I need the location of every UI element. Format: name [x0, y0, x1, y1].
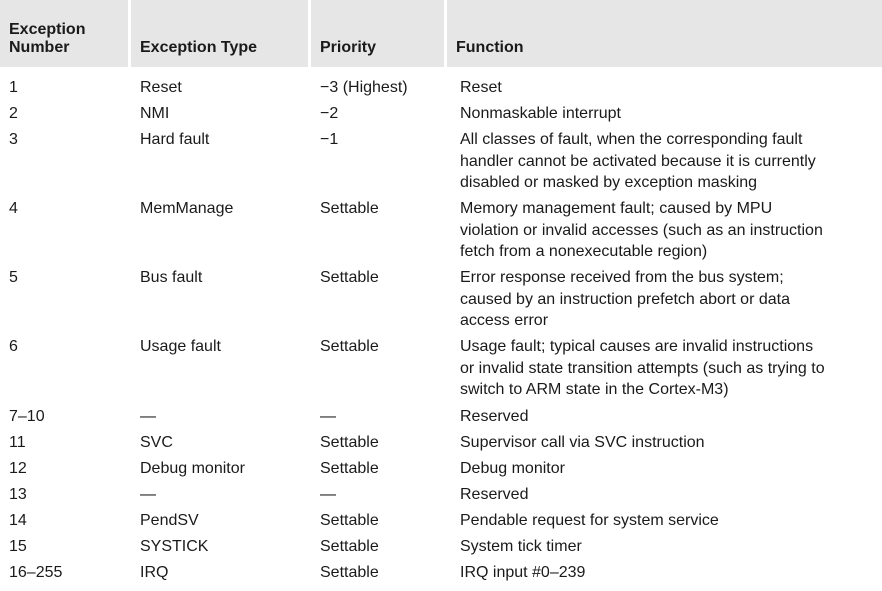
cell-function — [447, 103, 882, 125]
cell-exception-type: SVC — [140, 433, 173, 451]
header-exception-number — [0, 0, 131, 67]
function-text-line: Debug monitor — [460, 459, 565, 477]
cell-priority: Settable — [320, 269, 379, 287]
cell-exception-type: Debug monitor — [140, 459, 245, 477]
function-text-line: All classes of fault, when the corresponding fault — [460, 131, 803, 149]
cell-function — [447, 536, 882, 558]
cell-priority: Settable — [320, 538, 379, 556]
function-text-line: switch to ARM state in the Cortex-M3) — [460, 381, 729, 399]
cell-priority: −1 — [320, 131, 339, 149]
cell-exception-number: 13 — [9, 485, 27, 503]
cell-priority: Settable — [320, 338, 379, 356]
header-exception-number-line2: Number — [9, 39, 70, 56]
function-text-line: Nonmaskable interrupt — [460, 105, 621, 123]
table-row — [0, 536, 882, 558]
header-priority: Priority — [311, 0, 447, 67]
cell-function — [447, 336, 882, 401]
function-text-line: access error — [460, 312, 549, 330]
cell-function — [447, 562, 882, 584]
table-row — [0, 562, 882, 584]
cell-function — [447, 432, 882, 454]
cell-priority: −2 — [320, 105, 339, 123]
header-exception-number-line1: Exception — [9, 21, 86, 38]
cell-function — [447, 510, 882, 532]
cell-exception-type: Reset — [140, 79, 182, 96]
table-body — [0, 67, 882, 584]
cell-function — [447, 198, 882, 263]
function-text-line: Reset — [460, 79, 502, 96]
table-row — [0, 510, 882, 532]
function-text-line: disabled or masked by exception masking — [460, 174, 758, 192]
cell-exception-type: MemManage — [140, 200, 234, 218]
cell-priority: Settable — [320, 433, 379, 451]
header-function: Function — [456, 39, 524, 56]
function-text-line: Reserved — [460, 407, 529, 425]
cell-exception-number: 6 — [9, 338, 18, 356]
cell-exception-type: SYSTICK — [140, 538, 209, 556]
cell-exception-type: Hard fault — [140, 131, 210, 149]
cell-priority: Settable — [320, 511, 379, 529]
cell-priority: Settable — [320, 200, 379, 218]
cell-exception-number: 7–10 — [9, 407, 45, 425]
table-row — [0, 77, 882, 99]
cell-priority: −3 (Highest) — [320, 79, 408, 96]
cell-exception-number: 2 — [9, 105, 18, 123]
cell-exception-number: 16–255 — [9, 564, 63, 582]
cell-exception-number: 5 — [9, 269, 18, 287]
cell-exception-type: IRQ — [140, 564, 169, 582]
cell-exception-type: NMI — [140, 105, 170, 123]
cell-exception-type: PendSV — [140, 511, 199, 529]
cell-exception-number: 1 — [9, 79, 18, 96]
function-text-line: Error response received from the bus system; — [460, 269, 784, 287]
table-header — [0, 0, 882, 67]
cell-function — [447, 77, 882, 99]
function-text-line: fetch from a nonexecutable region) — [460, 243, 708, 261]
cell-exception-number: 4 — [9, 200, 18, 218]
cell-exception-type: — — [140, 485, 156, 503]
cell-exception-number: 14 — [9, 511, 27, 529]
function-text-line: handler cannot be activated because it is currently — [460, 152, 816, 170]
table-row — [0, 406, 882, 428]
cell-priority: — — [320, 407, 336, 425]
function-text-line: Reserved — [460, 485, 529, 503]
table-row — [0, 336, 882, 401]
cell-exception-number: 11 — [9, 433, 26, 451]
function-text-line: Supervisor call via SVC instruction — [460, 433, 705, 451]
function-text-line: Pendable request for system service — [460, 511, 719, 529]
table-row — [0, 103, 882, 125]
cell-exception-type: Usage fault — [140, 338, 221, 356]
table-row — [0, 432, 882, 454]
header-exception-type: Exception Type — [131, 0, 311, 67]
cell-function — [447, 129, 882, 194]
function-text-line: System tick timer — [460, 538, 582, 556]
cell-exception-type: — — [140, 407, 156, 425]
table-row — [0, 267, 882, 332]
table-row — [0, 129, 882, 194]
cell-function — [447, 484, 882, 506]
cell-exception-number: 3 — [9, 131, 18, 149]
cell-function — [447, 406, 882, 428]
cell-priority: — — [320, 485, 336, 503]
cell-priority: Settable — [320, 459, 379, 477]
cell-priority: Settable — [320, 564, 379, 582]
cell-exception-number: 12 — [9, 459, 27, 477]
function-text-line: violation or invalid accesses (such as an instruction — [460, 221, 823, 239]
table-row — [0, 458, 882, 480]
function-text-line: caused by an instruction prefetch abort or data — [460, 290, 790, 308]
function-text-line: or invalid state transition attempts (such as trying to — [460, 359, 825, 377]
cell-function — [447, 267, 882, 332]
cell-function — [447, 458, 882, 480]
cell-exception-type: Bus fault — [140, 269, 203, 287]
function-text-line: Memory management fault; caused by MPU — [460, 200, 773, 218]
table-row — [0, 198, 882, 263]
cell-exception-number: 15 — [9, 538, 27, 556]
table-row — [0, 484, 882, 506]
function-text-line: IRQ input #0–239 — [460, 564, 586, 582]
function-text-line: Usage fault; typical causes are invalid instructions — [460, 338, 814, 356]
